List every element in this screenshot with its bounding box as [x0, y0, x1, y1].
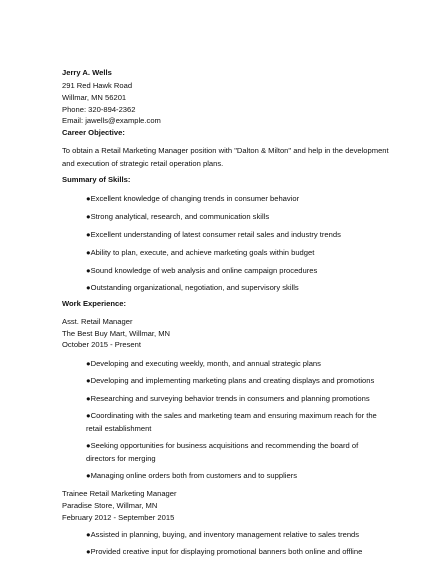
bullet-icon: ●	[86, 376, 91, 385]
bullet-icon: ●	[86, 394, 91, 403]
skill-item: ●Excellent knowledge of changing trends in consumer behavior	[86, 194, 300, 203]
bullet-icon: ●	[86, 471, 91, 480]
experience-heading: Work Experience:	[62, 299, 127, 308]
bullet-icon: ●	[86, 530, 91, 539]
bullet-icon: ●	[86, 212, 91, 221]
job-duty: ●Seeking opportunities for business acquisitions and recommending the board of directors for merging	[86, 441, 359, 463]
job-duty: ●Researching and surveying behavior trends in consumers and planning promotions	[86, 394, 370, 403]
street-address: 291 Red Hawk Road	[62, 81, 133, 90]
city-address: Willmar, MN 56201	[62, 93, 127, 102]
bullet-icon: ●	[86, 283, 91, 292]
skill-item: ●Sound knowledge of web analysis and online campaign procedures	[86, 266, 318, 275]
job-title: Asst. Retail Manager	[62, 317, 133, 326]
bullet-icon: ●	[86, 411, 91, 420]
phone-number: Phone: 320-894-2362	[62, 105, 136, 114]
skill-item: ●Excellent understanding of latest consumer retail sales and industry trends	[86, 230, 341, 239]
bullet-icon: ●	[86, 441, 91, 450]
job-duty: ●Provided creative input for displaying promotional banners both online and offline	[86, 547, 363, 556]
bullet-icon: ●	[86, 230, 91, 239]
skill-item: ●Ability to plan, execute, and achieve marketing goals within budget	[86, 248, 315, 257]
objective-text: To obtain a Retail Marketing Manager position with "Dalton & Milton" and help in the development and execution of strategic retail operation plans.	[62, 146, 389, 168]
applicant-name: Jerry A. Wells	[62, 68, 112, 77]
job-duty: ●Developing and executing weekly, month, and annual strategic plans	[86, 359, 321, 368]
bullet-icon: ●	[86, 547, 91, 556]
bullet-icon: ●	[86, 266, 91, 275]
skills-heading: Summary of Skills:	[62, 175, 131, 184]
skill-item: ●Outstanding organizational, negotiation, and supervisory skills	[86, 283, 299, 292]
email-address: Email: jawells@example.com	[62, 116, 161, 125]
job-duty: ●Managing online orders both from customers and to suppliers	[86, 471, 298, 480]
bullet-icon: ●	[86, 248, 91, 257]
bullet-icon: ●	[86, 194, 91, 203]
job-dates: February 2012 - September 2015	[62, 513, 175, 522]
job-duty: ●Developing and implementing marketing plans and creating displays and promotions	[86, 376, 375, 385]
job-title: Trainee Retail Marketing Manager	[62, 489, 177, 498]
job-company: The Best Buy Mart, Willmar, MN	[62, 329, 171, 338]
job-dates: October 2015 - Present	[62, 340, 141, 349]
job-company: Paradise Store, Willmar, MN	[62, 501, 158, 510]
job-duty: ●Coordinating with the sales and marketing team and ensuring maximum reach for the retail establishment	[86, 411, 377, 433]
objective-heading: Career Objective:	[62, 128, 125, 137]
skill-item: ●Strong analytical, research, and communication skills	[86, 212, 270, 221]
job-duty: ●Assisted in planning, buying, and inventory management relative to sales trends	[86, 530, 360, 539]
bullet-icon: ●	[86, 359, 91, 368]
